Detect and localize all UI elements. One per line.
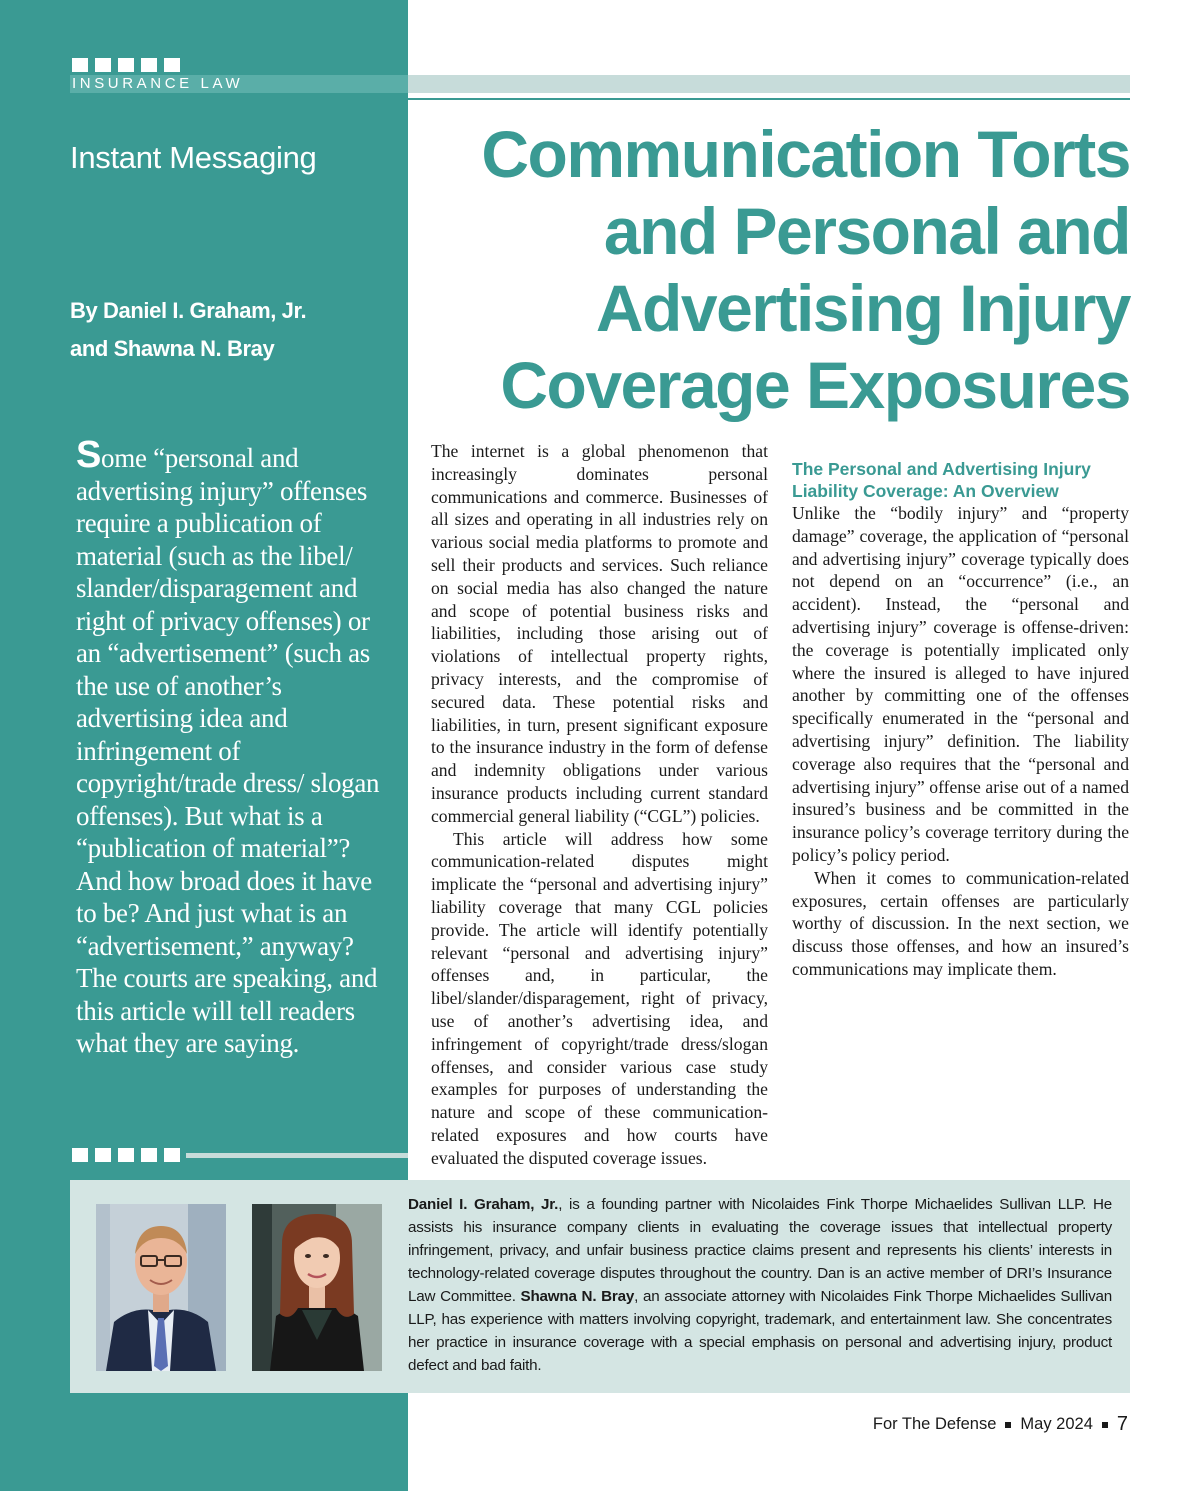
decorative-rule-bottom [186, 1153, 408, 1158]
deck-text: ome “personal and advertising injury” offenses require a publication of material (such as the libel/ slander/disparagement and right of privacy offenses) or an “advertisement” (such as the use of another’s advertising idea and infringement of copyright/trade dress/ slogan offenses). But what is a “publication of material”? And how broad does it have to be? And just what is an “advertisement,” anyway? The courts are speaking, and this article will tell readers what they are saying. [76, 443, 380, 1058]
body-paragraph-3: Unlike the “bodily injury” and “property damage” coverage, the application of “personal and advertising injury” coverage typically does not depend on an “occurrence” (i.e., an accident). Instead, the “personal and advertising injury” coverage is offense-driven: the coverage is potentially implicated only where the insured is alleged to have injured another by committing one of the offenses specifically enumerated in the “personal and advertising injury” definition. The liability coverage also requires that the “personal and advertising injury” offense arise out of a named insured’s business and be committed in the insurance policy’s coverage territory during the policy’s policy period. [792, 503, 1129, 865]
bio-text-graham: , is a founding partner with Nicolaides Fink Thorpe Michaelides Sullivan LLP. He assists his insurance company clients in evaluating the coverage issues that intellectual property infringement, privacy, and unfair business practice claims present and represents his clients’ interests in technology-related coverage disputes throughout the country. Dan is an active member of DRI’s Insurance Law Committee. [408, 1196, 1112, 1305]
decorative-squares-top [72, 58, 180, 72]
body-column-2 [792, 440, 1129, 981]
section-label: INSURANCE LAW [72, 75, 244, 92]
body-paragraph-1: The internet is a global phenomenon that increasingly dominates personal communications and commerce. Businesses of all sizes and operating in all industries rely on various social media platforms to promote and sell their products and services. Such reliance on social media has also changed the nature and scope of potential business risks and liabilities, including those arising out of violations of intellectual property rights, privacy interests, and the compromise of secured data. These potential risks and liabilities, in turn, present significant exposure to the insurance industry in the form of defense and indemnity obligations under various insurance products including current standard commercial general liability (“CGL”) policies. [431, 441, 768, 826]
headline-line-4: Coverage Exposures [500, 348, 1130, 422]
body-paragraph-2: This article will address how some communication-related disputes might implicate the “personal and advertising injury” liability coverage that many CGL policies provide. The article will identify potentially relevant “personal and advertising injury” offenses and, in particular, the libel/slander/disparagement, right of privacy, use of another’s advertising idea, and infringement of copyright/trade dress/slogan offenses, and consider various case study examples for purposes of understanding the nature and scope of these communication-related exposures and how courts have evaluated the disputed coverage issues. [431, 828, 768, 1168]
article-headline [410, 116, 1130, 424]
author-photo-graham [96, 1204, 226, 1371]
page-footer [873, 1413, 1128, 1436]
section-subhead: The Personal and Advertising Injury Liability Coverage: An Overview [792, 459, 1091, 501]
bio-name-graham: Daniel I. Graham, Jr. [408, 1196, 559, 1213]
deck-dropcap: S [76, 434, 102, 476]
author-bio-text [408, 1193, 1112, 1377]
byline [70, 292, 306, 368]
footer-publication: For The Defense [872, 1415, 997, 1433]
headline-line-2: and Personal and [603, 194, 1130, 268]
footer-date: May 2024 [1020, 1415, 1093, 1433]
decorative-squares-bottom [72, 1148, 180, 1162]
bio-text-bray: , an associate attorney with Nicolaides Fink Thorpe Michaelides Sullivan LLP, has experience with matters involving copyright, trademark, and entertainment law. She concentrates her practice in insurance coverage with a special emphasis on personal and advertising injury, product defect and bad faith. [408, 1288, 1112, 1374]
page-number: 7 [1116, 1413, 1128, 1435]
footer-separator [1102, 1422, 1108, 1428]
article-deck [76, 434, 386, 1060]
byline-line-1: By Daniel I. Graham, Jr. [70, 298, 307, 323]
bio-name-bray: Shawna N. Bray [520, 1288, 635, 1305]
kicker: Instant Messaging [70, 140, 317, 175]
section-rule [408, 98, 1130, 100]
body-paragraph-4: When it comes to communication-related exposures, certain offenses are particularly worthy of discussion. In the next section, we discuss those offenses, and how an insured’s communications may implicate them. [792, 867, 1129, 979]
byline-line-2: and Shawna N. Bray [70, 336, 275, 361]
headline-line-3: Advertising Injury [595, 271, 1130, 345]
footer-separator [1005, 1422, 1011, 1428]
body-column-1 [431, 440, 768, 1170]
headline-line-1: Communication Torts [481, 117, 1130, 191]
author-photo-bray [252, 1204, 382, 1371]
